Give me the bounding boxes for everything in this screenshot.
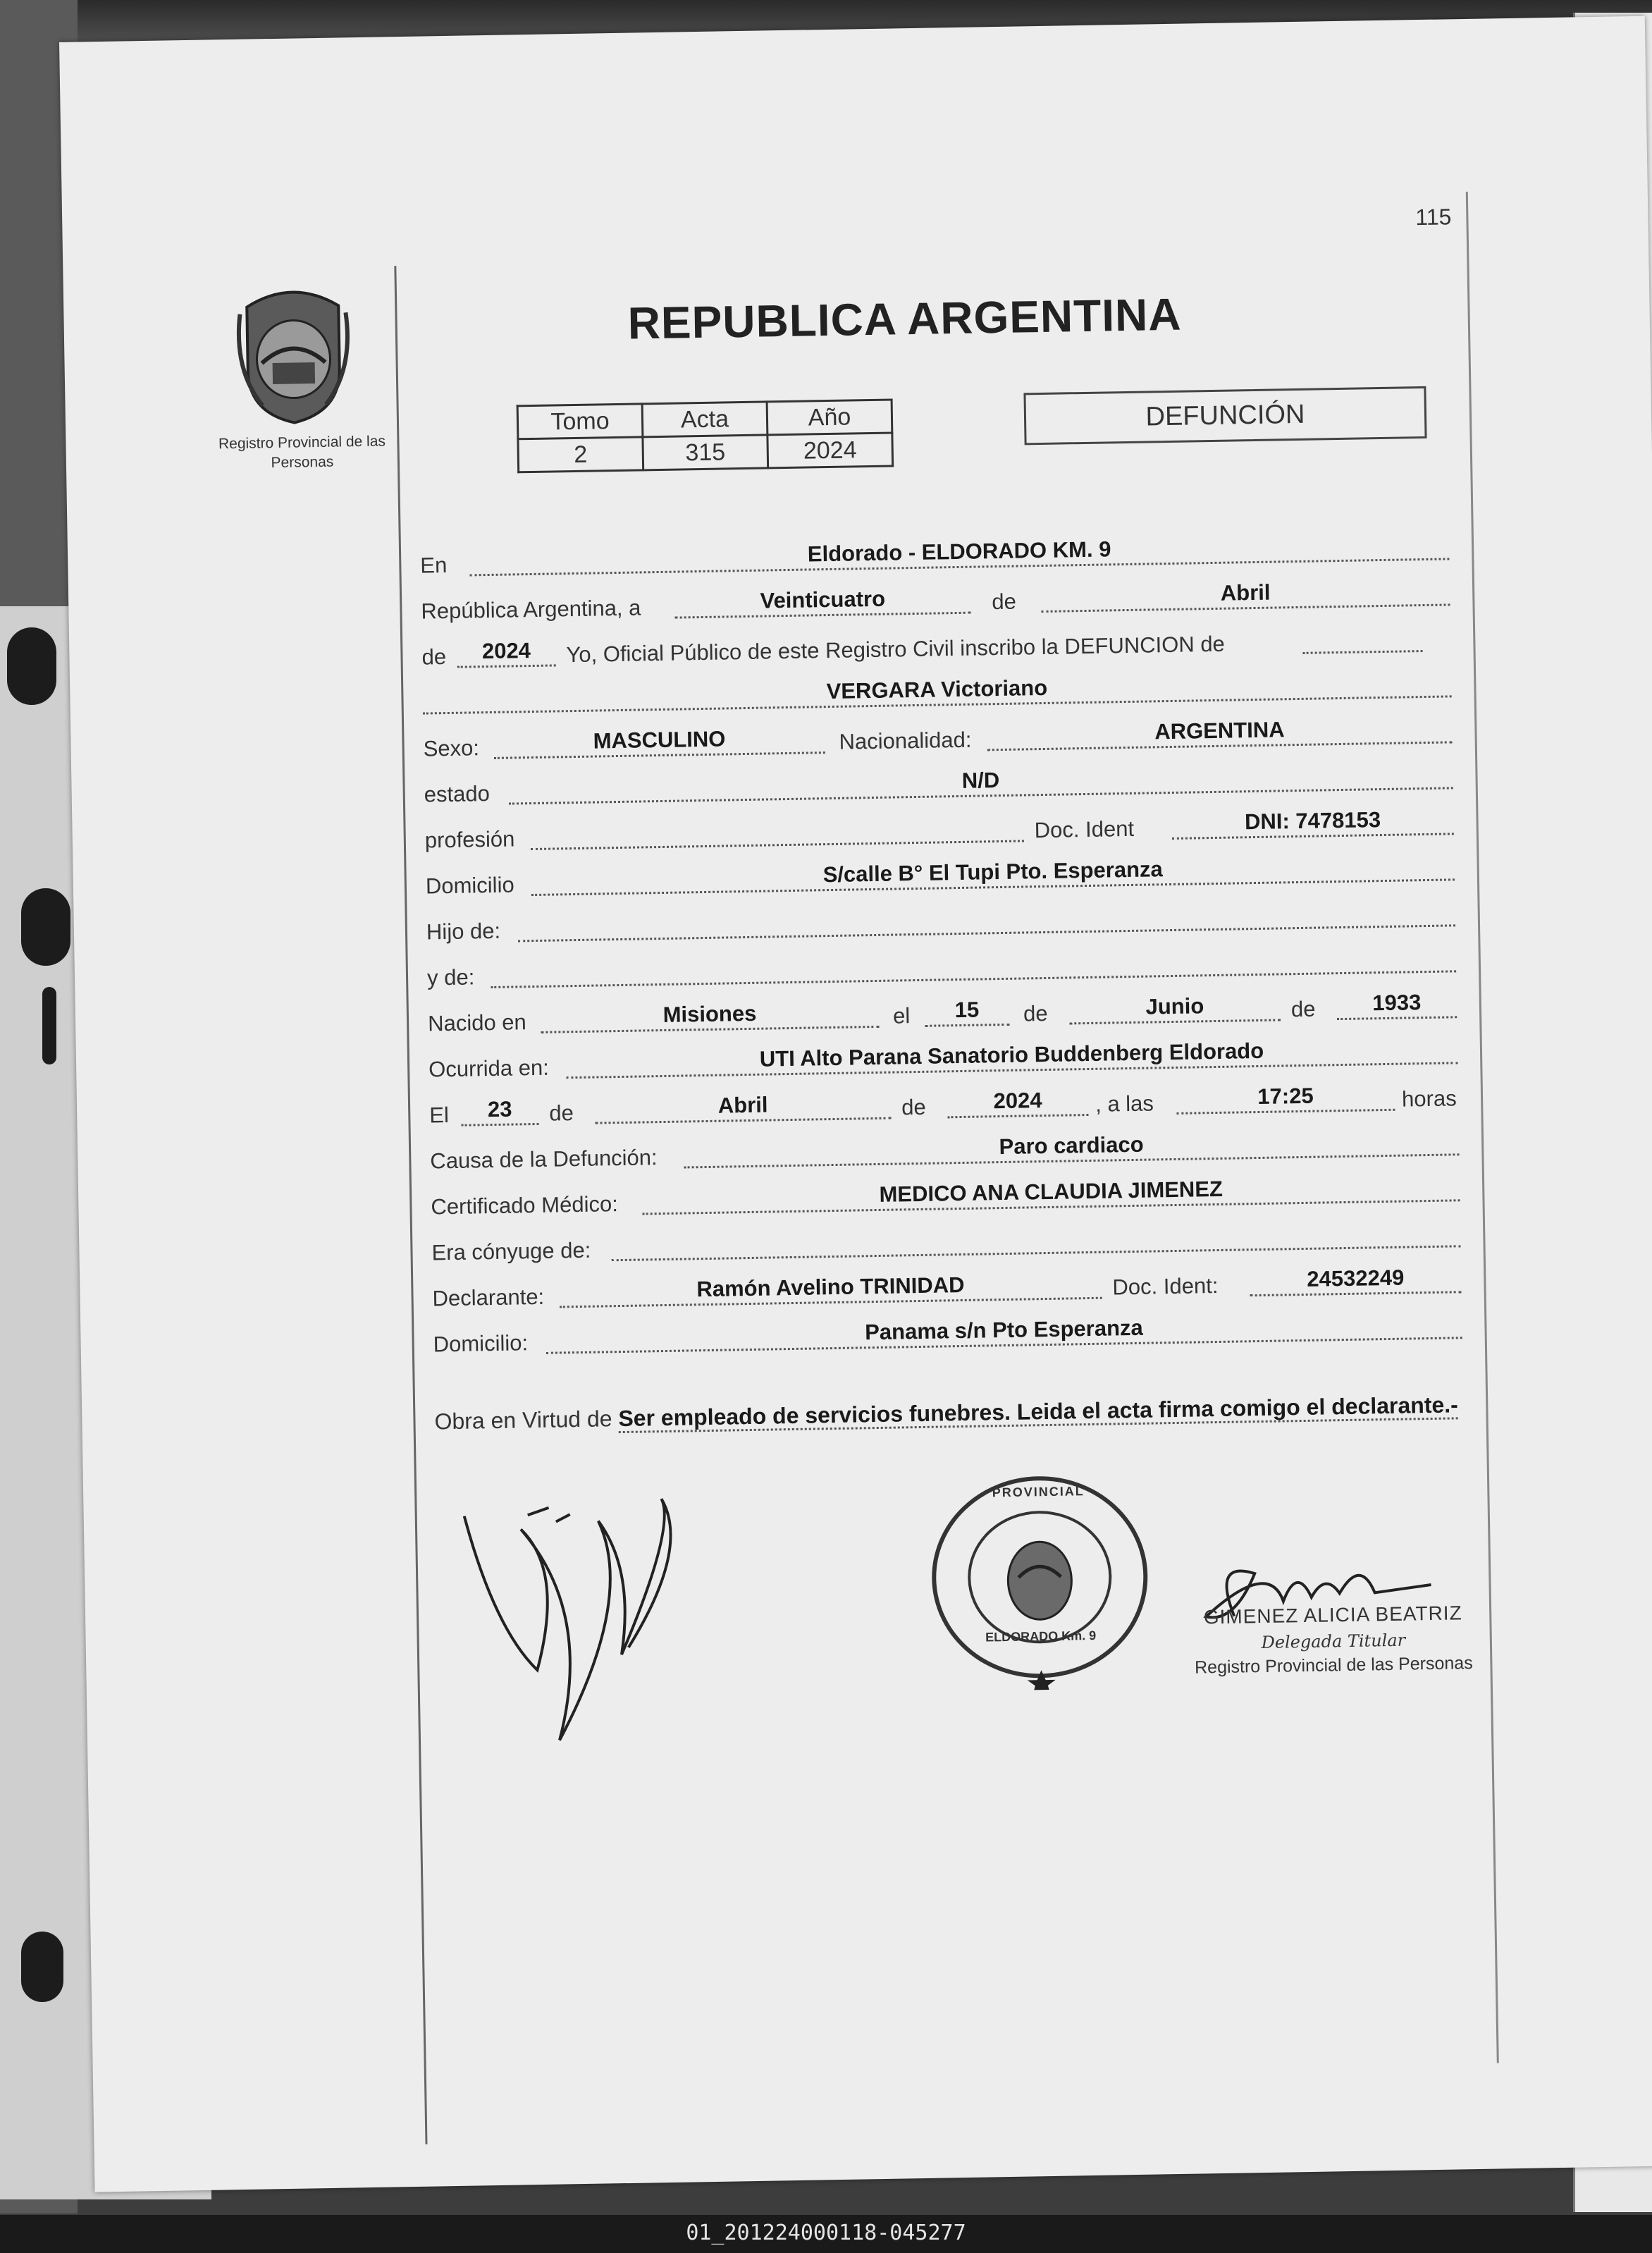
sexo-label: Sexo: [423, 735, 480, 761]
svg-text:PROVINCIAL: PROVINCIAL [992, 1484, 1085, 1500]
domicilio2-field [545, 1306, 1462, 1354]
declarante-value: Ramón Avelino TRINIDAD [696, 1272, 965, 1302]
doc-field [1171, 802, 1454, 840]
de-label: de [1023, 1000, 1048, 1026]
domicilio2-label: Domicilio: [433, 1330, 529, 1357]
nacionalidad-field [987, 710, 1453, 751]
provincia-misiones-logo-icon [233, 284, 355, 427]
domicilio2-value: Panama s/n Pto Esperanza [864, 1315, 1143, 1345]
mes-field [1041, 572, 1450, 613]
nac-dia-field [925, 993, 1010, 1027]
def-anio-value: 2024 [993, 1088, 1042, 1114]
hijo-label: Hijo de: [426, 918, 501, 945]
sexo-value: MASCULINO [593, 726, 726, 754]
table-header-anio: Año [767, 400, 892, 435]
ocurrida-value: UTI Alto Parana Sanatorio Buddenberg Eldorado [759, 1038, 1264, 1072]
doc-ident-label: Doc. Ident: [1112, 1272, 1219, 1300]
declarante-label: Declarante: [432, 1284, 545, 1311]
a-las-label: , a las [1095, 1091, 1154, 1117]
doc2-field [1250, 1260, 1462, 1296]
domicilio-value: S/calle B° El Tupi Pto. Esperanza [822, 857, 1164, 888]
table-value-anio: 2024 [768, 433, 893, 468]
binder-hole [21, 888, 70, 966]
doc2-value: 24532249 [1307, 1265, 1405, 1291]
def-anio-field [947, 1083, 1089, 1118]
certificado-value: MEDICO ANA CLAUDIA JIMENEZ [879, 1176, 1223, 1207]
tomo-acta-anio-table [517, 398, 894, 473]
el-label: El [429, 1103, 450, 1128]
binder-hole [7, 627, 56, 705]
registrar-organization: Registro Provincial de las Personas [1194, 1653, 1473, 1678]
def-mes-value: Abril [717, 1092, 768, 1118]
page-number: 115 [1415, 204, 1452, 231]
nac-mes-value: Junio [1145, 993, 1204, 1019]
table-header-acta: Acta [642, 402, 768, 437]
causa-value: Paro cardiaco [999, 1131, 1144, 1160]
nac-anio-field [1336, 985, 1457, 1020]
estado-label: estado [424, 781, 491, 807]
nombre-value: VERGARA Victoriano [826, 675, 1048, 704]
registrar-role: Delegada Titular [1261, 1630, 1406, 1653]
registrar-name: GIMENEZ ALICIA BEATRIZ [1203, 1602, 1462, 1628]
en-value: Eldorado - ELDORADO KM. 9 [807, 536, 1111, 567]
declarante-signature [450, 1483, 750, 1756]
def-dia-field [461, 1092, 539, 1126]
nac-mes-field [1069, 988, 1281, 1024]
doc-ident-label: Doc. Ident [1034, 816, 1135, 843]
nac-dia-value: 15 [954, 997, 980, 1023]
hora-value: 17:25 [1257, 1083, 1314, 1110]
conyuge-label: Era cónyuge de: [431, 1237, 591, 1265]
anio-field [457, 633, 556, 668]
official-seal-icon [925, 1463, 1154, 1692]
inscribo-text: Yo, Oficial Público de este Registro Civil inscribo la DEFUNCION de [566, 631, 1226, 668]
nacido-label: Nacido en [427, 1009, 527, 1036]
table-header-tomo: Tomo [517, 404, 643, 439]
table-value-tomo: 2 [518, 437, 643, 472]
dia-field [674, 581, 971, 619]
de-label: de [1290, 996, 1316, 1022]
logo-caption: Registro Provincial de las Personas [218, 433, 386, 472]
nacido-lugar-field [541, 995, 880, 1033]
image-caption: 01_201224000118-045277 [686, 2221, 966, 2245]
de-label: de [901, 1094, 926, 1120]
nacionalidad-value: ARGENTINA [1154, 717, 1285, 744]
republica-label: República Argentina, a [421, 595, 641, 624]
hora-field [1176, 1078, 1395, 1115]
nacido-lugar-value: Misiones [662, 1000, 757, 1027]
certificado-label: Certificado Médico: [431, 1191, 619, 1220]
obra-label: Obra en Virtud de [434, 1406, 612, 1435]
ocurrida-label: Ocurrida en: [428, 1055, 550, 1082]
binder-hole [21, 1932, 63, 2002]
obra-en-virtud [434, 1380, 1470, 1435]
mes-value: Abril [1220, 579, 1271, 606]
el-label: el [892, 1003, 911, 1029]
doc-value: DNI: 7478153 [1244, 807, 1381, 835]
def-mes-field [595, 1086, 892, 1124]
estado-value: N/D [961, 768, 1000, 793]
death-certificate-sheet [59, 16, 1652, 2192]
y-de-label: y de: [426, 964, 475, 990]
domicilio-label: Domicilio [425, 872, 514, 899]
de-label: de [548, 1100, 574, 1126]
dia-value: Veinticuatro [760, 586, 886, 613]
de-label: de [421, 644, 447, 670]
sexo-field [493, 720, 825, 759]
obra-value: Ser empleado de servicios funebres. Leida el acta firma comigo el declarante.- [618, 1392, 1458, 1433]
nac-anio-value: 1933 [1372, 990, 1422, 1016]
page-title: REPUBLICA ARGENTINA [627, 288, 1183, 349]
horas-label: horas [1401, 1086, 1457, 1112]
nacionalidad-label: Nacionalidad: [839, 727, 972, 754]
profesion-field [530, 809, 1024, 850]
right-margin-line [1466, 192, 1499, 2063]
ink-mark [42, 987, 56, 1064]
svg-text:ELDORADO Km. 9: ELDORADO Km. 9 [985, 1628, 1097, 1645]
anio-value: 2024 [481, 638, 531, 664]
declarante-field [559, 1266, 1102, 1308]
record-type-box: DEFUNCIÓN [1023, 386, 1426, 445]
inscribo-trail-field [1302, 619, 1423, 654]
de-label: de [992, 589, 1017, 615]
profesion-label: profesión [424, 826, 515, 853]
causa-label: Causa de la Defunción: [430, 1145, 658, 1174]
en-label: En [420, 552, 448, 578]
def-dia-value: 23 [487, 1096, 512, 1122]
table-value-acta: 315 [643, 435, 768, 470]
